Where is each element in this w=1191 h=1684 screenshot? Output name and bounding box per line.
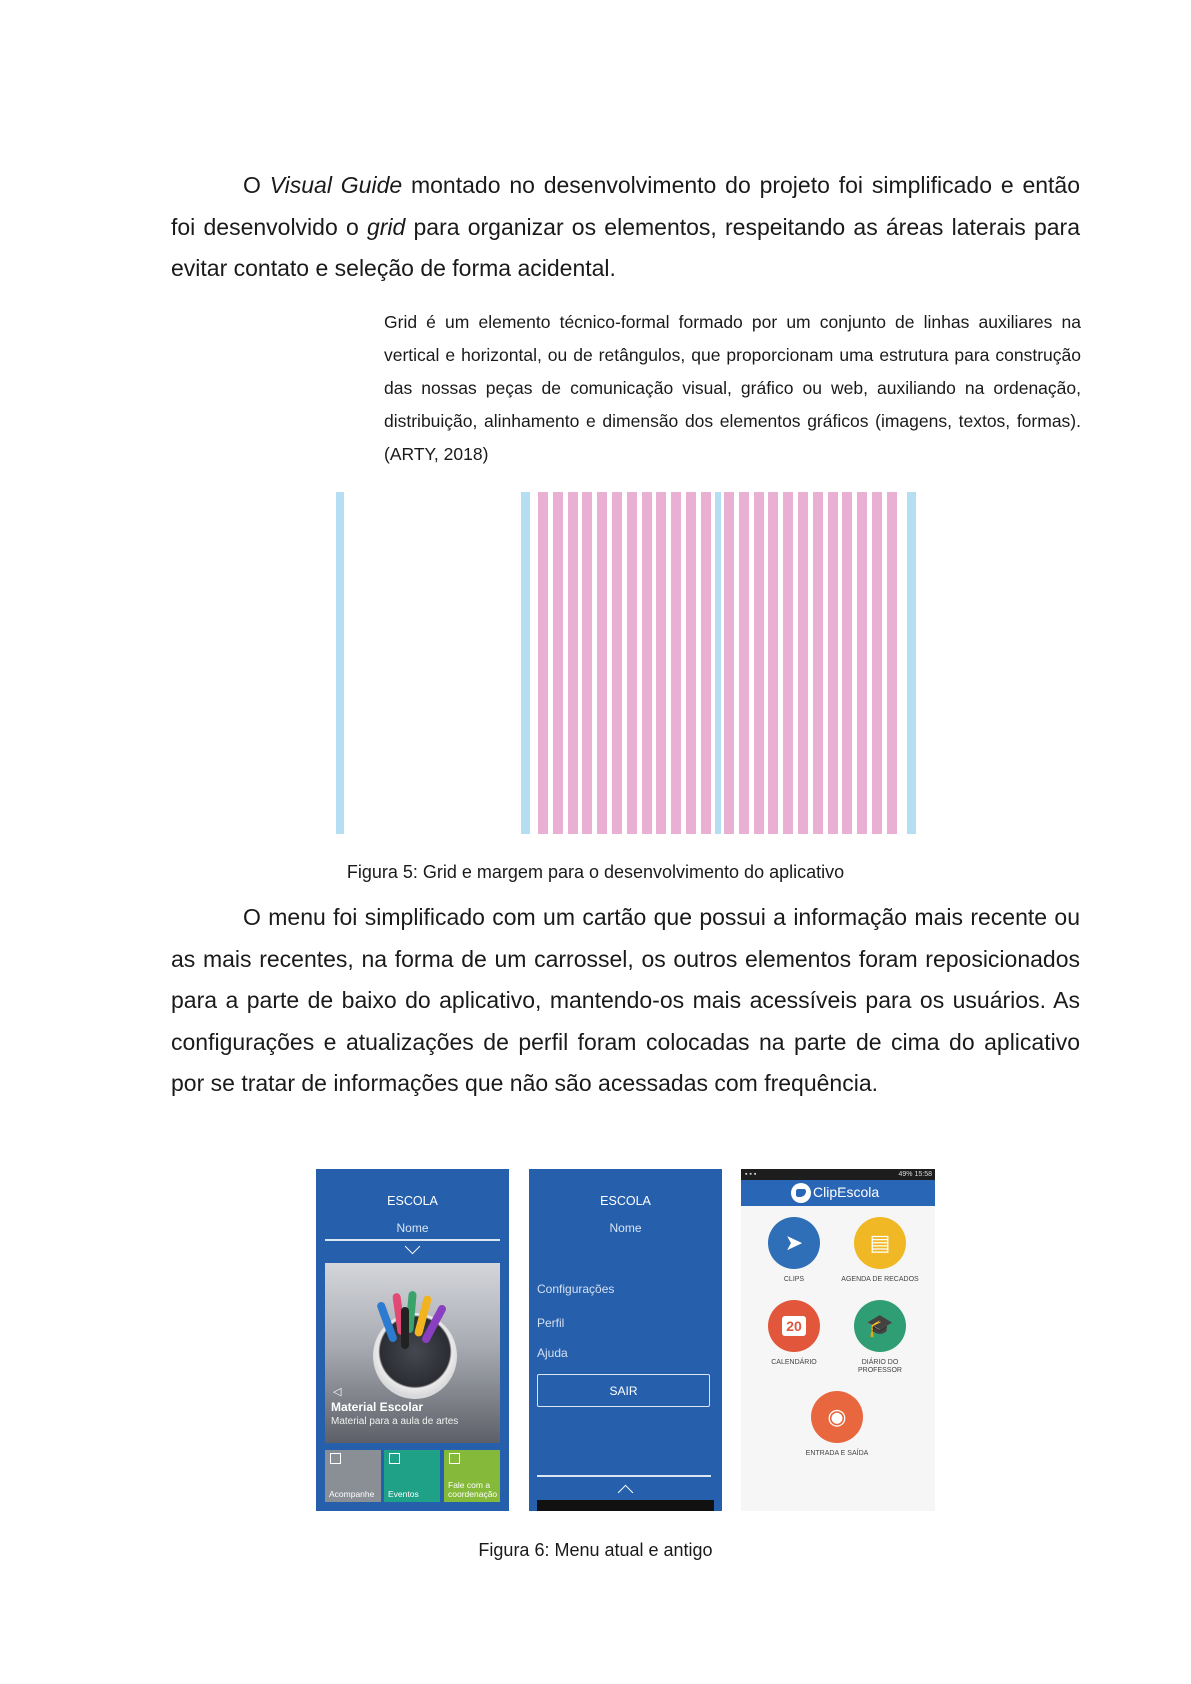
- margin-bar: [521, 492, 530, 834]
- italic-term: Visual Guide: [269, 172, 403, 198]
- feature-label: ENTRADA E SAÍDA: [805, 1450, 869, 1457]
- graduation-cap-icon: 🎓: [866, 1313, 894, 1338]
- feature-label: DIÁRIO DO PROFESSOR: [858, 1359, 902, 1374]
- left-margin-bar: [336, 492, 344, 834]
- calendar-icon: 20: [782, 1316, 806, 1336]
- old-menu-screen: [741, 1169, 935, 1511]
- grid-column: [754, 492, 764, 834]
- feature-label: CLIPS: [783, 1276, 805, 1283]
- grid-column: [701, 492, 711, 834]
- text-run: para organizar os elementos, respeitando as áreas laterais para: [405, 213, 1080, 240]
- notebook-icon: ▤: [869, 1230, 891, 1255]
- grid-definition-quote: Grid é um elemento técnico-formal formado por um conjunto de linhas auxiliares na vertical e horizontal, ou de retângulos, que proporcionam uma estrutura para construção das nossas peças de comunicação visual, gráfico ou web, auxiliando na ordenação, distribuição, alinhamento e dimensão dos elementos gráficos (imagens, textos, formas). (ARTY, 2018): [384, 312, 1081, 464]
- news-card[interactable]: [325, 1263, 500, 1443]
- grid-column: [798, 492, 808, 834]
- navigation-bar: [537, 1500, 714, 1511]
- chevron-down-icon[interactable]: [405, 1239, 421, 1255]
- new-menu-screen: [316, 1169, 509, 1511]
- menu-paragraph: [171, 897, 1080, 1105]
- clipescola-logo-icon: [791, 1183, 811, 1203]
- school-title: ESCOLA: [387, 1194, 438, 1208]
- pen: [401, 1307, 409, 1349]
- grid-column: [568, 492, 578, 834]
- right-margin-bar: [907, 492, 916, 834]
- tile-eventos[interactable]: [384, 1450, 440, 1502]
- text-run: montado no desenvolvimento do projeto foi simplificado e então: [402, 172, 1080, 198]
- grid-column: [887, 492, 897, 834]
- gutter-bar: [715, 492, 721, 834]
- feature-button[interactable]: [854, 1217, 906, 1269]
- text-run: O: [243, 172, 270, 198]
- feature-button[interactable]: [768, 1217, 820, 1269]
- grid-column: [813, 492, 823, 834]
- grid-column: [739, 492, 749, 834]
- feature-label: AGENDA DE RECADOS: [841, 1276, 919, 1283]
- tile-label: Fale com a coordenação: [448, 1480, 498, 1499]
- status-bar: [741, 1169, 935, 1180]
- app-title: ClipEscola: [813, 1184, 880, 1200]
- grid-column: [553, 492, 563, 834]
- tile-label: Eventos: [388, 1489, 419, 1499]
- user-name: Nome: [609, 1221, 642, 1235]
- tile-coordenacao[interactable]: [444, 1450, 500, 1502]
- logout-button[interactable]: SAIR: [537, 1374, 710, 1407]
- menu-item-perfil[interactable]: Perfil: [537, 1316, 565, 1330]
- paper-plane-icon: ➤: [784, 1230, 804, 1255]
- menu-paragraph-text: O menu foi simplificado com um cartão que possui a informação mais recente ou as mais recentes, na forma de um carrossel, os outros elementos foram reposicionados para a parte de baixo do aplicativo, mantendo-os mais acessíveis para os usuários. As configurações e atualizações de perfil foram colocadas na parte de cima do aplicativo por se tratar de informações que não são acessadas com frequência.: [171, 904, 1080, 1096]
- feature-button[interactable]: [768, 1300, 820, 1352]
- intro-paragraph: [171, 165, 1080, 290]
- paragraph-line: [171, 248, 1080, 290]
- tile-icon: [389, 1453, 400, 1464]
- grid-column: [842, 492, 852, 834]
- figure6-caption: Figura 6: Menu atual e antigo: [478, 1540, 713, 1560]
- user-name: Nome: [396, 1221, 429, 1235]
- grid-column: [768, 492, 778, 834]
- grid-column: [627, 492, 637, 834]
- paragraph-line: [171, 207, 1080, 249]
- grid-column: [582, 492, 592, 834]
- grid-column: [538, 492, 548, 834]
- feature-label: CALENDÁRIO: [771, 1359, 817, 1366]
- grid-column: [597, 492, 607, 834]
- divider: [537, 1475, 711, 1477]
- grid-column: [686, 492, 696, 834]
- grid-column: [857, 492, 867, 834]
- text-run: foi desenvolvido o: [171, 213, 367, 240]
- card-title: Material Escolar: [331, 1400, 424, 1414]
- side-menu-screen: [529, 1169, 722, 1511]
- card-subtitle: Material para a aula de artes: [331, 1416, 459, 1427]
- feature-button[interactable]: [854, 1300, 906, 1352]
- grid-column: [783, 492, 793, 834]
- tile-label: Acompanhe: [329, 1489, 375, 1499]
- grid-column: [612, 492, 622, 834]
- feature-button[interactable]: [811, 1391, 863, 1443]
- grid-column: [724, 492, 734, 834]
- status-text: 49% 15:58: [898, 1171, 932, 1178]
- italic-term: grid: [366, 213, 406, 240]
- tile-acompanhe[interactable]: [325, 1450, 381, 1502]
- grid-column: [656, 492, 666, 834]
- car-location-icon: ◉: [827, 1404, 847, 1429]
- menu-item-ajuda[interactable]: Ajuda: [537, 1346, 568, 1360]
- speaker-icon: ◁: [333, 1386, 342, 1398]
- grid-column: [671, 492, 681, 834]
- app-bar: [741, 1180, 935, 1206]
- grid-figure: [336, 492, 916, 834]
- tile-icon: [330, 1453, 341, 1464]
- school-title: ESCOLA: [600, 1194, 651, 1208]
- tile-icon: [449, 1453, 460, 1464]
- grid-column: [642, 492, 652, 834]
- chevron-up-icon[interactable]: [618, 1485, 634, 1501]
- paragraph-line: [171, 165, 1080, 207]
- menu-item-configuracoes[interactable]: Configurações: [537, 1282, 615, 1296]
- grid-column: [828, 492, 838, 834]
- notification-icons: ▪ ▪ ▪: [745, 1171, 757, 1178]
- grid-column: [872, 492, 882, 834]
- figure5-caption: Figura 5: Grid e margem para o desenvolvimento do aplicativo: [346, 862, 845, 882]
- text-run: evitar contato e seleção de forma acidental.: [171, 255, 616, 281]
